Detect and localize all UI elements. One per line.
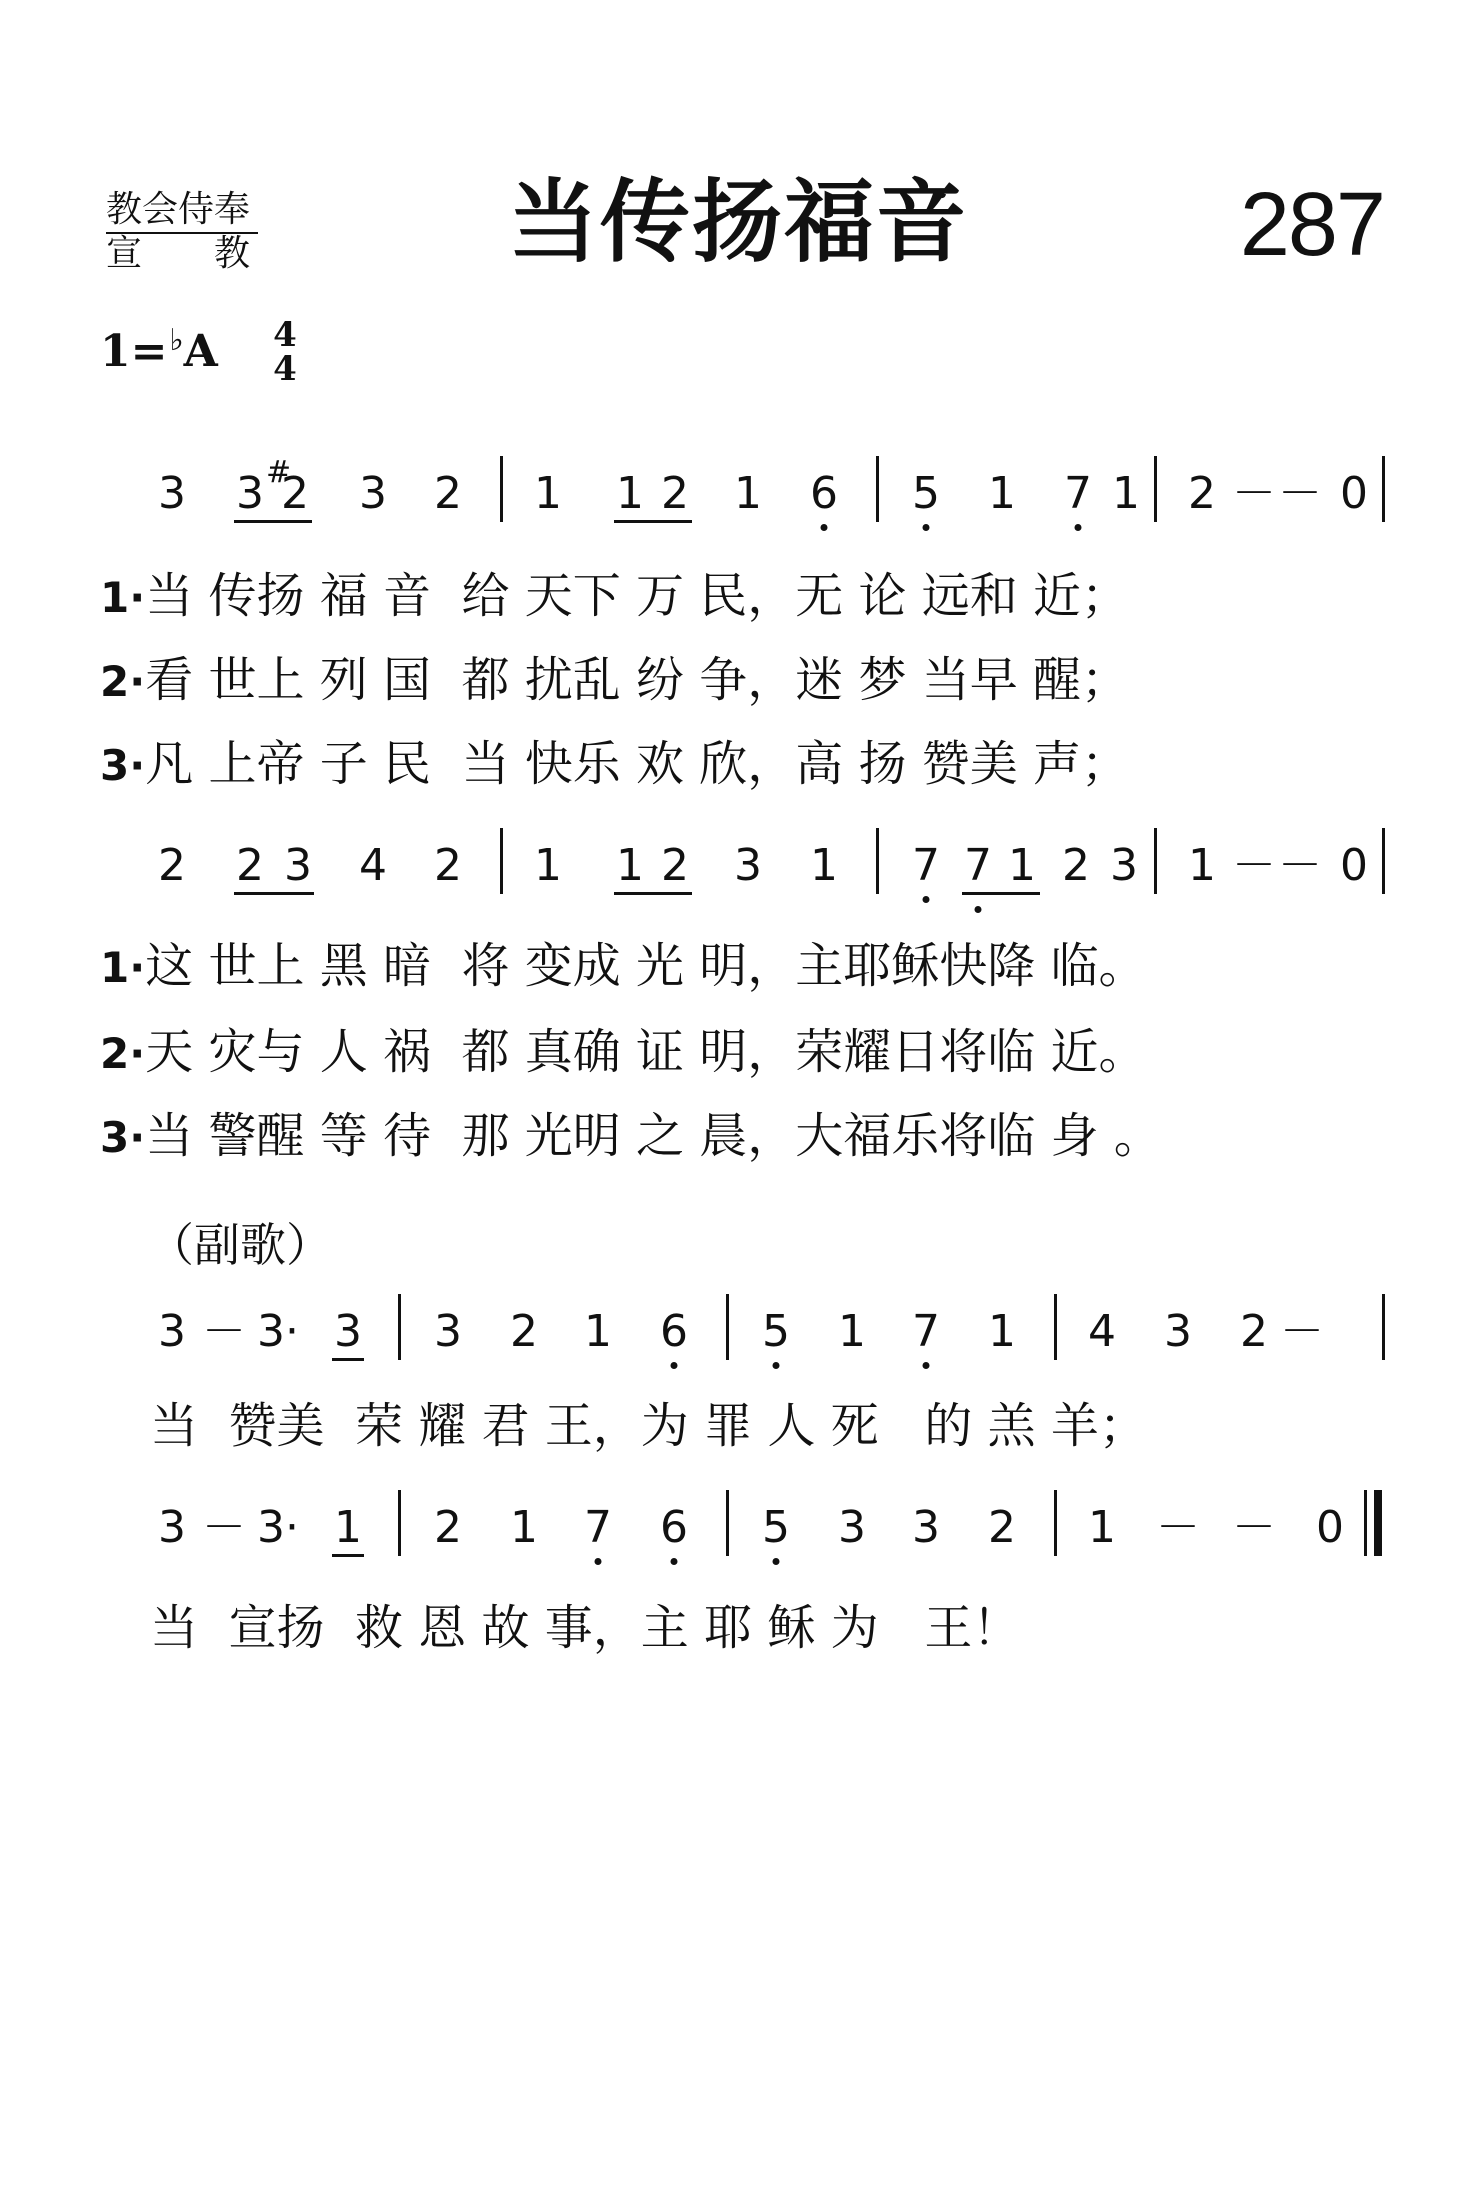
bar-line: [1382, 456, 1385, 522]
note: 5: [912, 468, 940, 519]
low-octave-dot: [923, 1362, 930, 1369]
note: 5: [762, 1502, 790, 1553]
note: 3: [158, 468, 186, 519]
bar-line: [1154, 828, 1157, 894]
dotted-note: 3·: [257, 1306, 299, 1357]
low-octave-dot: [773, 1362, 780, 1369]
dash: －: [202, 1306, 246, 1357]
lyric-text: 凡 上帝 子 民 当 快乐 欢 欣，高 扬 赞美 声；: [145, 736, 1130, 792]
note: 1: [584, 1306, 612, 1357]
bar-line: [726, 1490, 729, 1556]
dash: －: [1280, 1306, 1324, 1357]
note: 3: [1110, 840, 1138, 891]
note: 1: [810, 840, 838, 891]
note: 3: [284, 840, 312, 891]
dash: －: [1156, 1502, 1200, 1553]
note: 3: [912, 1502, 940, 1553]
lyric-line: [100, 938, 1147, 994]
note: 1: [734, 468, 762, 519]
note: 1: [510, 1502, 538, 1553]
low-octave-dot: [821, 524, 828, 531]
dash: －: [1278, 468, 1322, 519]
bar-line: [398, 1490, 401, 1556]
underline: [332, 1554, 364, 1557]
note: 6: [660, 1502, 688, 1553]
lyric-text: 看 世上 列 国 都 扰乱 纷 争，迷 梦 当早 醒；: [145, 652, 1130, 708]
note: 4: [359, 840, 387, 891]
note: 1: [334, 1502, 362, 1553]
lyric-text: 天 灾与 人 祸 都 真确 证 明，荣耀日将临 近。: [145, 1024, 1147, 1080]
verse-number: 1·: [100, 573, 146, 622]
lyric-line: [100, 652, 1130, 708]
low-octave-dot: [923, 524, 930, 531]
verse-number: 3·: [100, 741, 146, 790]
note: 1: [616, 468, 644, 519]
note: 1: [1112, 468, 1140, 519]
note: 2: [661, 468, 689, 519]
lyric-line: [100, 1108, 1162, 1164]
note: 6: [810, 468, 838, 519]
underline: [332, 1358, 364, 1361]
key-prefix: 1=: [100, 326, 168, 377]
lyric-line: [100, 736, 1130, 792]
note: 3: [236, 468, 264, 519]
key-signature: [100, 323, 218, 377]
note: 1: [1188, 840, 1216, 891]
note: 2: [1240, 1306, 1268, 1357]
underline: [614, 520, 692, 523]
note: 6: [660, 1306, 688, 1357]
note: 1: [988, 1306, 1016, 1357]
hymn-title: 当传扬福音: [508, 170, 968, 275]
note: 7: [1064, 468, 1092, 519]
low-octave-dot: [923, 896, 930, 903]
note: 2: [661, 840, 689, 891]
low-octave-dot: [1075, 524, 1082, 531]
meter-bottom: 4: [273, 349, 297, 389]
bar-line: [1154, 456, 1157, 522]
note: 3: [838, 1502, 866, 1553]
note: 1: [534, 468, 562, 519]
category-label: 教会侍奉: [106, 189, 251, 230]
note: 1: [988, 468, 1016, 519]
dotted-note: 3·: [257, 1502, 299, 1553]
dash: －: [1232, 1502, 1276, 1553]
underline: [614, 892, 692, 895]
note: 2: [434, 840, 462, 891]
low-octave-dot: [671, 1362, 678, 1369]
note: 1: [1008, 840, 1036, 891]
dash: －: [1278, 840, 1322, 891]
note: 3: [434, 1306, 462, 1357]
note: 2: [158, 840, 186, 891]
note: 2: [434, 468, 462, 519]
time-signature: [270, 315, 300, 389]
verse-number: 3·: [100, 1113, 146, 1162]
note: 3: [158, 1306, 186, 1357]
dash: －: [202, 1502, 246, 1553]
chorus-lyric-line: 当 宣扬 救 恩 故 事，主 耶 稣 为 王！: [150, 1600, 1021, 1656]
low-octave-dot: [671, 1558, 678, 1565]
note: 7: [584, 1502, 612, 1553]
note: 3: [158, 1502, 186, 1553]
lyric-line: [100, 568, 1130, 624]
note: 7: [964, 840, 992, 891]
note: 2: [434, 1502, 462, 1553]
bar-line: [876, 828, 879, 894]
note: 1: [1088, 1502, 1116, 1553]
rest: 0: [1316, 1502, 1344, 1553]
note: 2: [236, 840, 264, 891]
meter-top: 4: [273, 315, 297, 355]
bar-line: [500, 456, 503, 522]
chorus-lyric-line: 当 赞美 荣 耀 君 王，为 罪 人 死 的 羔 羊；: [150, 1398, 1147, 1454]
bar-line: [1054, 1294, 1057, 1360]
note: 7: [912, 840, 940, 891]
bar-line: [500, 828, 503, 894]
note: 1: [616, 840, 644, 891]
subcategory-label: 宣 教: [106, 233, 251, 274]
hymn-number: 287: [1239, 175, 1384, 275]
low-octave-dot: [773, 1558, 780, 1565]
note: 2: [1188, 468, 1216, 519]
dash: －: [1232, 840, 1276, 891]
note: 4: [1088, 1306, 1116, 1357]
note: 3: [359, 468, 387, 519]
low-octave-dot: [595, 1558, 602, 1565]
lyric-line: [100, 1024, 1147, 1080]
final-bar-thick: [1374, 1490, 1382, 1556]
note: 2: [988, 1502, 1016, 1553]
note: 3: [334, 1306, 362, 1357]
final-bar-thin: [1364, 1490, 1367, 1556]
underline: [234, 520, 312, 523]
bar-line: [876, 456, 879, 522]
lyric-text: 这 世上 黑 暗 将 变成 光 明，主耶稣快降 临。: [145, 938, 1147, 994]
key-letter: A: [183, 326, 218, 377]
note: 3: [1164, 1306, 1192, 1357]
low-octave-dot: [975, 906, 982, 913]
note: 2: [510, 1306, 538, 1357]
note: 5: [762, 1306, 790, 1357]
note: 1: [534, 840, 562, 891]
note: 2: [281, 468, 309, 519]
note: 2: [1062, 840, 1090, 891]
verse-number: 1·: [100, 943, 146, 992]
note: 7: [912, 1306, 940, 1357]
bar-line: [398, 1294, 401, 1360]
lyric-text: 当 警醒 等 待 那 光明 之 晨，大福乐将临 身 。: [145, 1108, 1162, 1164]
bar-line: [726, 1294, 729, 1360]
rest: 0: [1340, 840, 1368, 891]
lyric-text: 当 传扬 福 音 给 天下 万 民，无 论 远和 近；: [145, 568, 1130, 624]
verse-number: 2·: [100, 657, 146, 706]
underline: [234, 892, 314, 895]
chorus-label: （副歌）: [148, 1218, 332, 1272]
underline: [962, 892, 1040, 895]
note: 1: [838, 1306, 866, 1357]
dash: －: [1232, 468, 1276, 519]
rest: 0: [1340, 468, 1368, 519]
bar-line: [1382, 828, 1385, 894]
note: 3: [734, 840, 762, 891]
verse-number: 2·: [100, 1029, 146, 1078]
flat-symbol: ♭: [169, 323, 184, 358]
bar-line: [1382, 1294, 1385, 1360]
sharp-symbol: #: [266, 455, 292, 490]
bar-line: [1054, 1490, 1057, 1556]
